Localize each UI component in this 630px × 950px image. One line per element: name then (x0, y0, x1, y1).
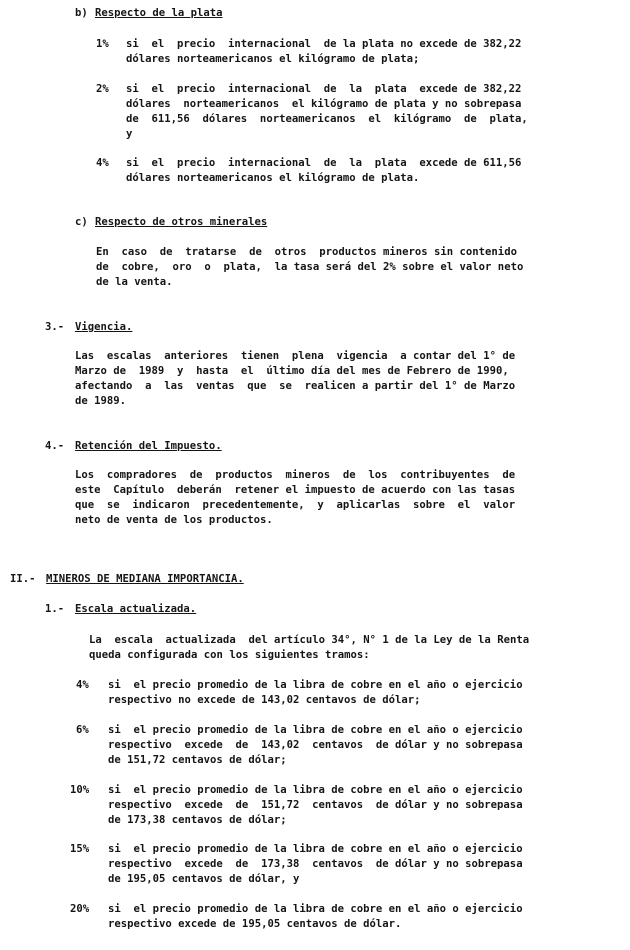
section-4-title: Retención del Impuesto. (75, 440, 222, 452)
rate-text-line: de 611,56 dólares norteamericanos el kilógramo de plata, (126, 113, 528, 125)
section-3-title: Vigencia. (75, 321, 133, 333)
rate-text-line: respectivo excede de 195,05 centavos de dólar. (108, 918, 402, 930)
rate-text-line: de 195,05 centavos de dólar, y (108, 873, 300, 885)
rate-text-line: dólares norteamericanos el kilógramo de plata y no sobrepasa (126, 98, 522, 110)
rate-text-line: respectivo excede de 173,38 centavos de dólar y no sobrepasa (108, 858, 523, 870)
rate-text-line: respectivo excede de 151,72 centavos de dólar y no sobrepasa (108, 799, 523, 811)
paragraph-line: afectando a las ventas que se realicen a partir del 1° de Marzo (75, 380, 516, 392)
rate-6pct: 6% (76, 724, 89, 736)
paragraph-line: Marzo de 1989 y hasta el último día del mes de Febrero de 1990, (75, 365, 509, 377)
rate-10pct: 10% (70, 784, 90, 796)
paragraph-line: que se indicaron precedentemente, y aplicarlas sobre el valor (75, 499, 516, 511)
rate-2pct: 2% (96, 83, 109, 95)
paragraph-line: Los compradores de productos mineros de los contribuyentes de (75, 469, 516, 481)
rate-text-line: si el precio promedio de la libra de cobre en el año o ejercicio (108, 903, 523, 915)
rate-text-line: dólares norteamericanos el kilógramo de plata; (126, 53, 420, 65)
rate-1pct: 1% (96, 38, 109, 50)
rate-4pct: 4% (76, 679, 89, 691)
rate-text-line: si el precio internacional de la plata excede de 382,22 (126, 83, 522, 95)
rate-text-line: si el precio promedio de la libra de cobre en el año o ejercicio (108, 724, 523, 736)
paragraph-line: de la venta. (96, 276, 173, 288)
rate-text-line: y (126, 128, 133, 140)
section-1-title: Escala actualizada. (75, 603, 197, 615)
section-II-number: II.- (10, 573, 36, 585)
paragraph-line: En caso de tratarse de otros productos mineros sin contenido (96, 246, 517, 258)
paragraph-line: este Capítulo deberán retener el impuesto de acuerdo con las tasas (75, 484, 516, 496)
rate-text-line: de 151,72 centavos de dólar; (108, 754, 287, 766)
rate-text-line: respectivo no excede de 143,02 centavos de dólar; (108, 694, 421, 706)
paragraph-line: de 1989. (75, 395, 127, 407)
rate-4pct: 4% (96, 157, 109, 169)
rate-text-line: si el precio internacional de la plata no excede de 382,22 (126, 38, 522, 50)
section-c-label: c) (75, 216, 88, 228)
rate-15pct: 15% (70, 843, 90, 855)
rate-text-line: si el precio promedio de la libra de cobre en el año o ejercicio (108, 843, 523, 855)
rate-text-line: si el precio promedio de la libra de cobre en el año o ejercicio (108, 679, 523, 691)
section-1-number: 1.- (45, 603, 65, 615)
paragraph-line: de cobre, oro o plata, la tasa será del 2% sobre el valor neto (96, 261, 524, 273)
section-3-number: 3.- (45, 321, 65, 333)
section-II-title: MINEROS DE MEDIANA IMPORTANCIA. (46, 573, 244, 585)
section-b-title: Respecto de la plata (95, 7, 223, 19)
section-4-number: 4.- (45, 440, 65, 452)
paragraph-line: queda configurada con los siguientes tramos: (89, 649, 370, 661)
paragraph-line: La escala actualizada del artículo 34°, N° 1 de la Ley de la Renta (89, 634, 530, 646)
paragraph-line: Las escalas anteriores tienen plena vigencia a contar del 1° de (75, 350, 516, 362)
rate-text-line: dólares norteamericanos el kilógramo de plata. (126, 172, 420, 184)
rate-text-line: de 173,38 centavos de dólar; (108, 814, 287, 826)
rate-text-line: si el precio internacional de la plata excede de 611,56 (126, 157, 522, 169)
section-c-title: Respecto de otros minerales (95, 216, 268, 228)
rate-text-line: si el precio promedio de la libra de cobre en el año o ejercicio (108, 784, 523, 796)
rate-text-line: respectivo excede de 143,02 centavos de dólar y no sobrepasa (108, 739, 523, 751)
section-b-label: b) (75, 7, 88, 19)
rate-20pct: 20% (70, 903, 90, 915)
paragraph-line: neto de venta de los productos. (75, 514, 273, 526)
